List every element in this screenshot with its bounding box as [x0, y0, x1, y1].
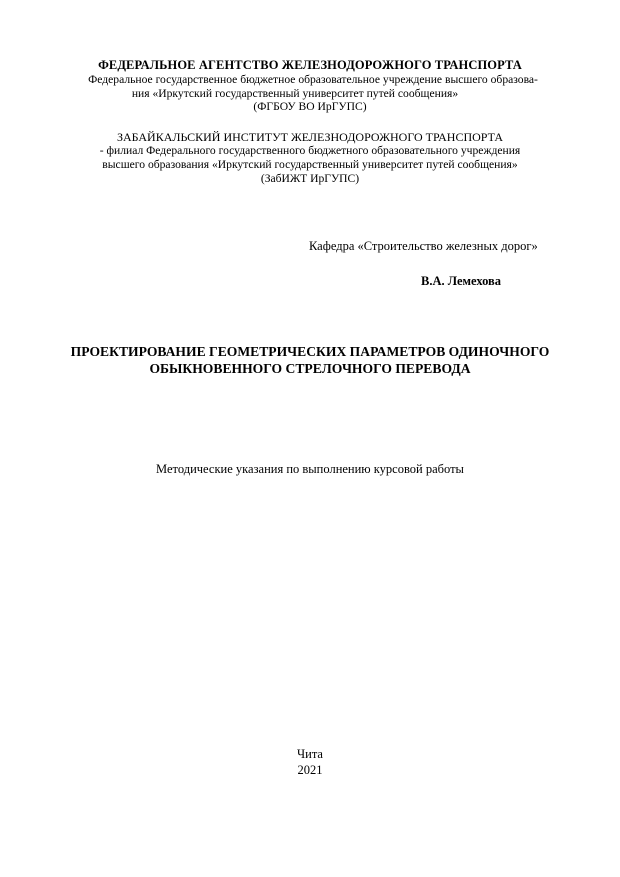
city: Чита: [297, 747, 323, 761]
institute-name: ЗАБАЙКАЛЬСКИЙ ИНСТИТУТ ЖЕЛЕЗНОДОРОЖНОГО ТРАНСПОРТА: [116, 130, 504, 144]
organization-agency-header: [0, 58, 620, 73]
institute-block: [0, 130, 620, 186]
university-line-2: ния «Иркутский государственный университет путей сообщения»: [131, 86, 459, 100]
document-subtitle: [0, 462, 620, 477]
institute-line-2: - филиал Федерального государственного бюджетного образовательного учреждения: [99, 144, 521, 157]
university-abbreviation: (ФГБОУ ВО ИрГУПС): [253, 100, 367, 113]
institute-abbreviation: (ЗабИЖТ ИрГУПС): [260, 172, 360, 185]
university-line-1: Федеральное государственное бюджетное образовательное учреждение высшего образова-: [88, 73, 538, 86]
document-title-line-1: ПРОЕКТИРОВАНИЕ ГЕОМЕТРИЧЕСКИХ ПАРАМЕТРОВ ОДИНОЧНОГО: [70, 344, 550, 359]
university-block: [0, 73, 620, 114]
document-title: [0, 343, 620, 377]
agency-name: ФЕДЕРАЛЬНОЕ АГЕНТСТВО ЖЕЛЕЗНОДОРОЖНОГО ТРАНСПОРТА: [98, 58, 522, 72]
department-name: Кафедра «Строительство железных дорог»: [309, 239, 538, 253]
author-name: В.А. Лемехова: [421, 274, 502, 288]
institute-line-3: высшего образования «Иркутский государственный университет путей сообщения»: [102, 158, 518, 171]
place-and-year: [0, 746, 620, 778]
year: 2021: [297, 763, 323, 777]
document-title-line-2: ОБЫКНОВЕННОГО СТРЕЛОЧНОГО ПЕРЕВОДА: [149, 361, 471, 376]
subtitle-text: Методические указания по выполнению курсовой работы: [156, 462, 464, 476]
